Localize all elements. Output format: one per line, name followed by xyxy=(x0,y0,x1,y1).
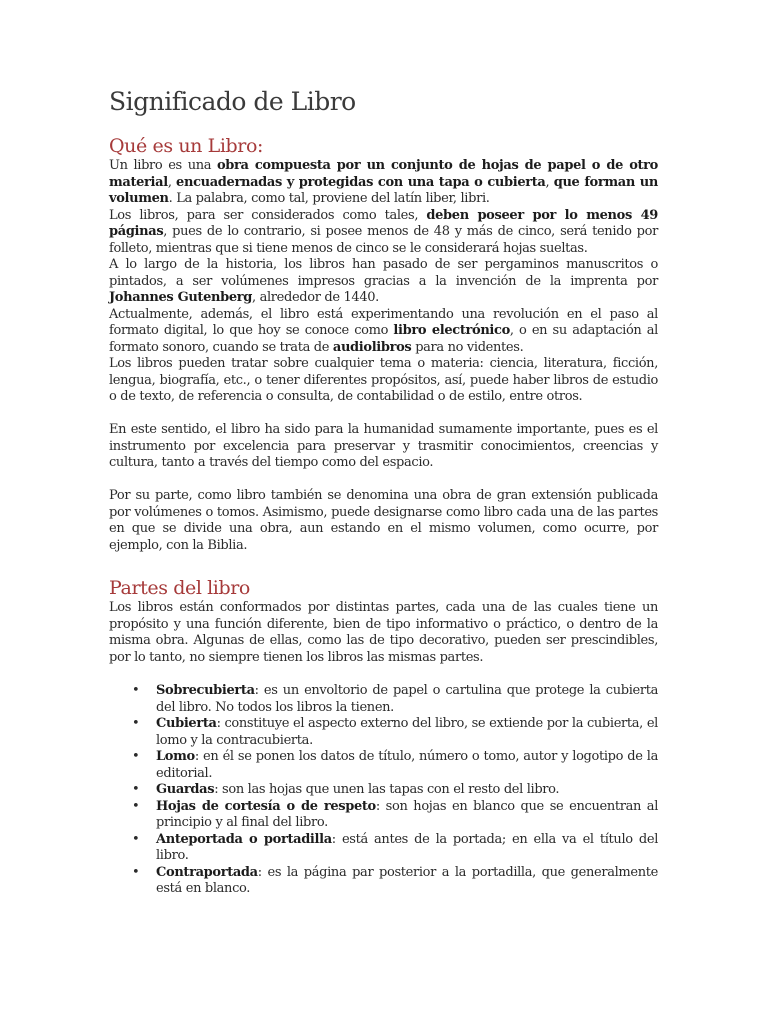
paragraph-importance: En este sentido, el libro ha sido para la humanidad sumamente importante, pues es el instrumento por excelencia para preservar y trasmitir conocimientos, creencias y cultura, tanto a través del tiempo como del espacio. xyxy=(109,422,658,470)
list-item-desc: : es la página par posterior a la portadilla, que generalmente está en blanco. xyxy=(156,864,658,896)
list-item xyxy=(132,716,658,749)
text-fragment: , xyxy=(167,174,177,190)
list-item-term: Cubierta xyxy=(156,716,217,731)
list-item-term: Guardas xyxy=(156,782,215,797)
paragraph-history xyxy=(109,257,658,307)
text-fragment: A lo largo de la historia, los libros han pasado de ser pergaminos manuscritos o pintados, a ser volúmenes impresos gracias a la invención de la imprenta por xyxy=(109,257,658,289)
bold-fragment: que forman un volumen xyxy=(109,174,658,206)
paragraph-topics: Los libros pueden tratar sobre cualquier tema o materia: ciencia, literatura, ficción, lengua, biografía, etc., o tener diferentes propósitos, así, puede haber libros de estudio o de texto, de referencia o consulta, de contabilidad o de estilo, entre otros. xyxy=(109,356,658,404)
paragraph-volumes: Por su parte, como libro también se denomina una obra de gran extensión publicada por volúmenes o tomos. Asimismo, puede designarse como libro cada una de las partes en que se divide una obra, aun estando en el mismo volumen, como ocurre, por ejemplo, con la Biblia. xyxy=(109,488,658,553)
list-item xyxy=(132,749,658,782)
text-fragment: . La palabra, como tal, proviene del latín liber, libri. xyxy=(168,191,490,206)
list-item-desc: : son las hojas que unen las tapas con el resto del libro. xyxy=(214,782,560,797)
bold-fragment: encuadernadas y protegidas con una tapa o cubierta xyxy=(176,174,546,190)
list-item xyxy=(132,683,658,716)
bullet-icon: • xyxy=(132,782,140,797)
paragraph-parts-intro: Los libros están conformados por distintas partes, cada una de las cuales tiene un propósito y una función diferente, bien de tipo informativo o práctico, o dentro de la misma obra. Algunas de ellas, como las de tipo decorativo, pueden ser prescindibles, por lo tanto, no siempre tienen los libros las mismas partes. xyxy=(109,600,658,665)
list-item-desc: : está antes de la portada; en ella va el título del libro. xyxy=(156,831,659,863)
list-item xyxy=(132,864,658,898)
bold-fragment: obra compuesta por un conjunto de hojas de papel o de otro material xyxy=(109,158,658,190)
bullet-icon: • xyxy=(132,831,140,847)
list-item-term: Sobrecubierta xyxy=(156,683,255,698)
parts-list xyxy=(109,683,658,898)
list-item xyxy=(132,782,658,799)
page-title: Significado de Libro xyxy=(109,87,356,116)
text-fragment: Los libros, para ser considerados como tales, xyxy=(109,207,427,223)
list-item xyxy=(132,798,659,832)
list-item-desc: : en él se ponen los datos de título, número o tomo, autor y logotipo de la editorial. xyxy=(156,749,658,781)
bullet-icon: • xyxy=(132,683,140,698)
section-heading-partes: Partes del libro xyxy=(109,577,250,599)
paragraph-digital xyxy=(109,307,658,357)
bold-fragment: libro electrónico xyxy=(393,323,510,338)
list-item-term: Lomo xyxy=(156,749,195,764)
list-item-desc: : es un envoltorio de papel o cartulina que protege la cubierta del libro. No todos los libros la tienen. xyxy=(156,683,658,715)
text-fragment: , alrededor de 1440. xyxy=(252,290,379,305)
bullet-icon: • xyxy=(132,798,140,814)
list-item-desc: : son hojas en blanco que se encuentran al principio y al final del libro. xyxy=(156,798,659,830)
text-fragment: , o en su adaptación al formato sonoro, cuando se trata de xyxy=(109,323,658,355)
bold-fragment: deben poseer por lo menos 49 páginas xyxy=(109,207,658,239)
paragraph-definition xyxy=(109,158,658,208)
bullet-icon: • xyxy=(132,864,140,880)
text-fragment: , pues de lo contrario, si posee menos de 48 y más de cinco, será tenido por folleto, mientras que si tiene menos de cinco se le considerará hojas sueltas. xyxy=(109,224,658,256)
document-page xyxy=(109,84,658,898)
text-fragment: para no videntes. xyxy=(411,339,524,355)
bold-fragment: Johannes Gutenberg xyxy=(109,290,252,305)
bullet-icon: • xyxy=(132,749,140,764)
bullet-icon: • xyxy=(132,716,140,731)
list-item-desc: : constituye el aspecto externo del libro, se extiende por la cubierta, el lomo y la contracubierta. xyxy=(156,716,658,748)
text-fragment: , xyxy=(545,174,554,190)
list-item-term: Contraportada xyxy=(156,864,258,880)
text-fragment: Un libro es una xyxy=(109,158,217,173)
list-item-term: Anteportada o portadilla xyxy=(156,831,332,847)
section-heading-que-es: Qué es un Libro: xyxy=(109,135,264,157)
bold-fragment: audiolibros xyxy=(332,339,412,355)
list-item-term: Hojas de cortesía o de respeto xyxy=(156,798,376,814)
list-item xyxy=(132,831,659,865)
text-fragment: Actualmente, además, el libro está experimentando una revolución en el paso al formato digital, lo que hoy se conoce como xyxy=(109,306,658,338)
paragraph-pages xyxy=(109,208,658,258)
